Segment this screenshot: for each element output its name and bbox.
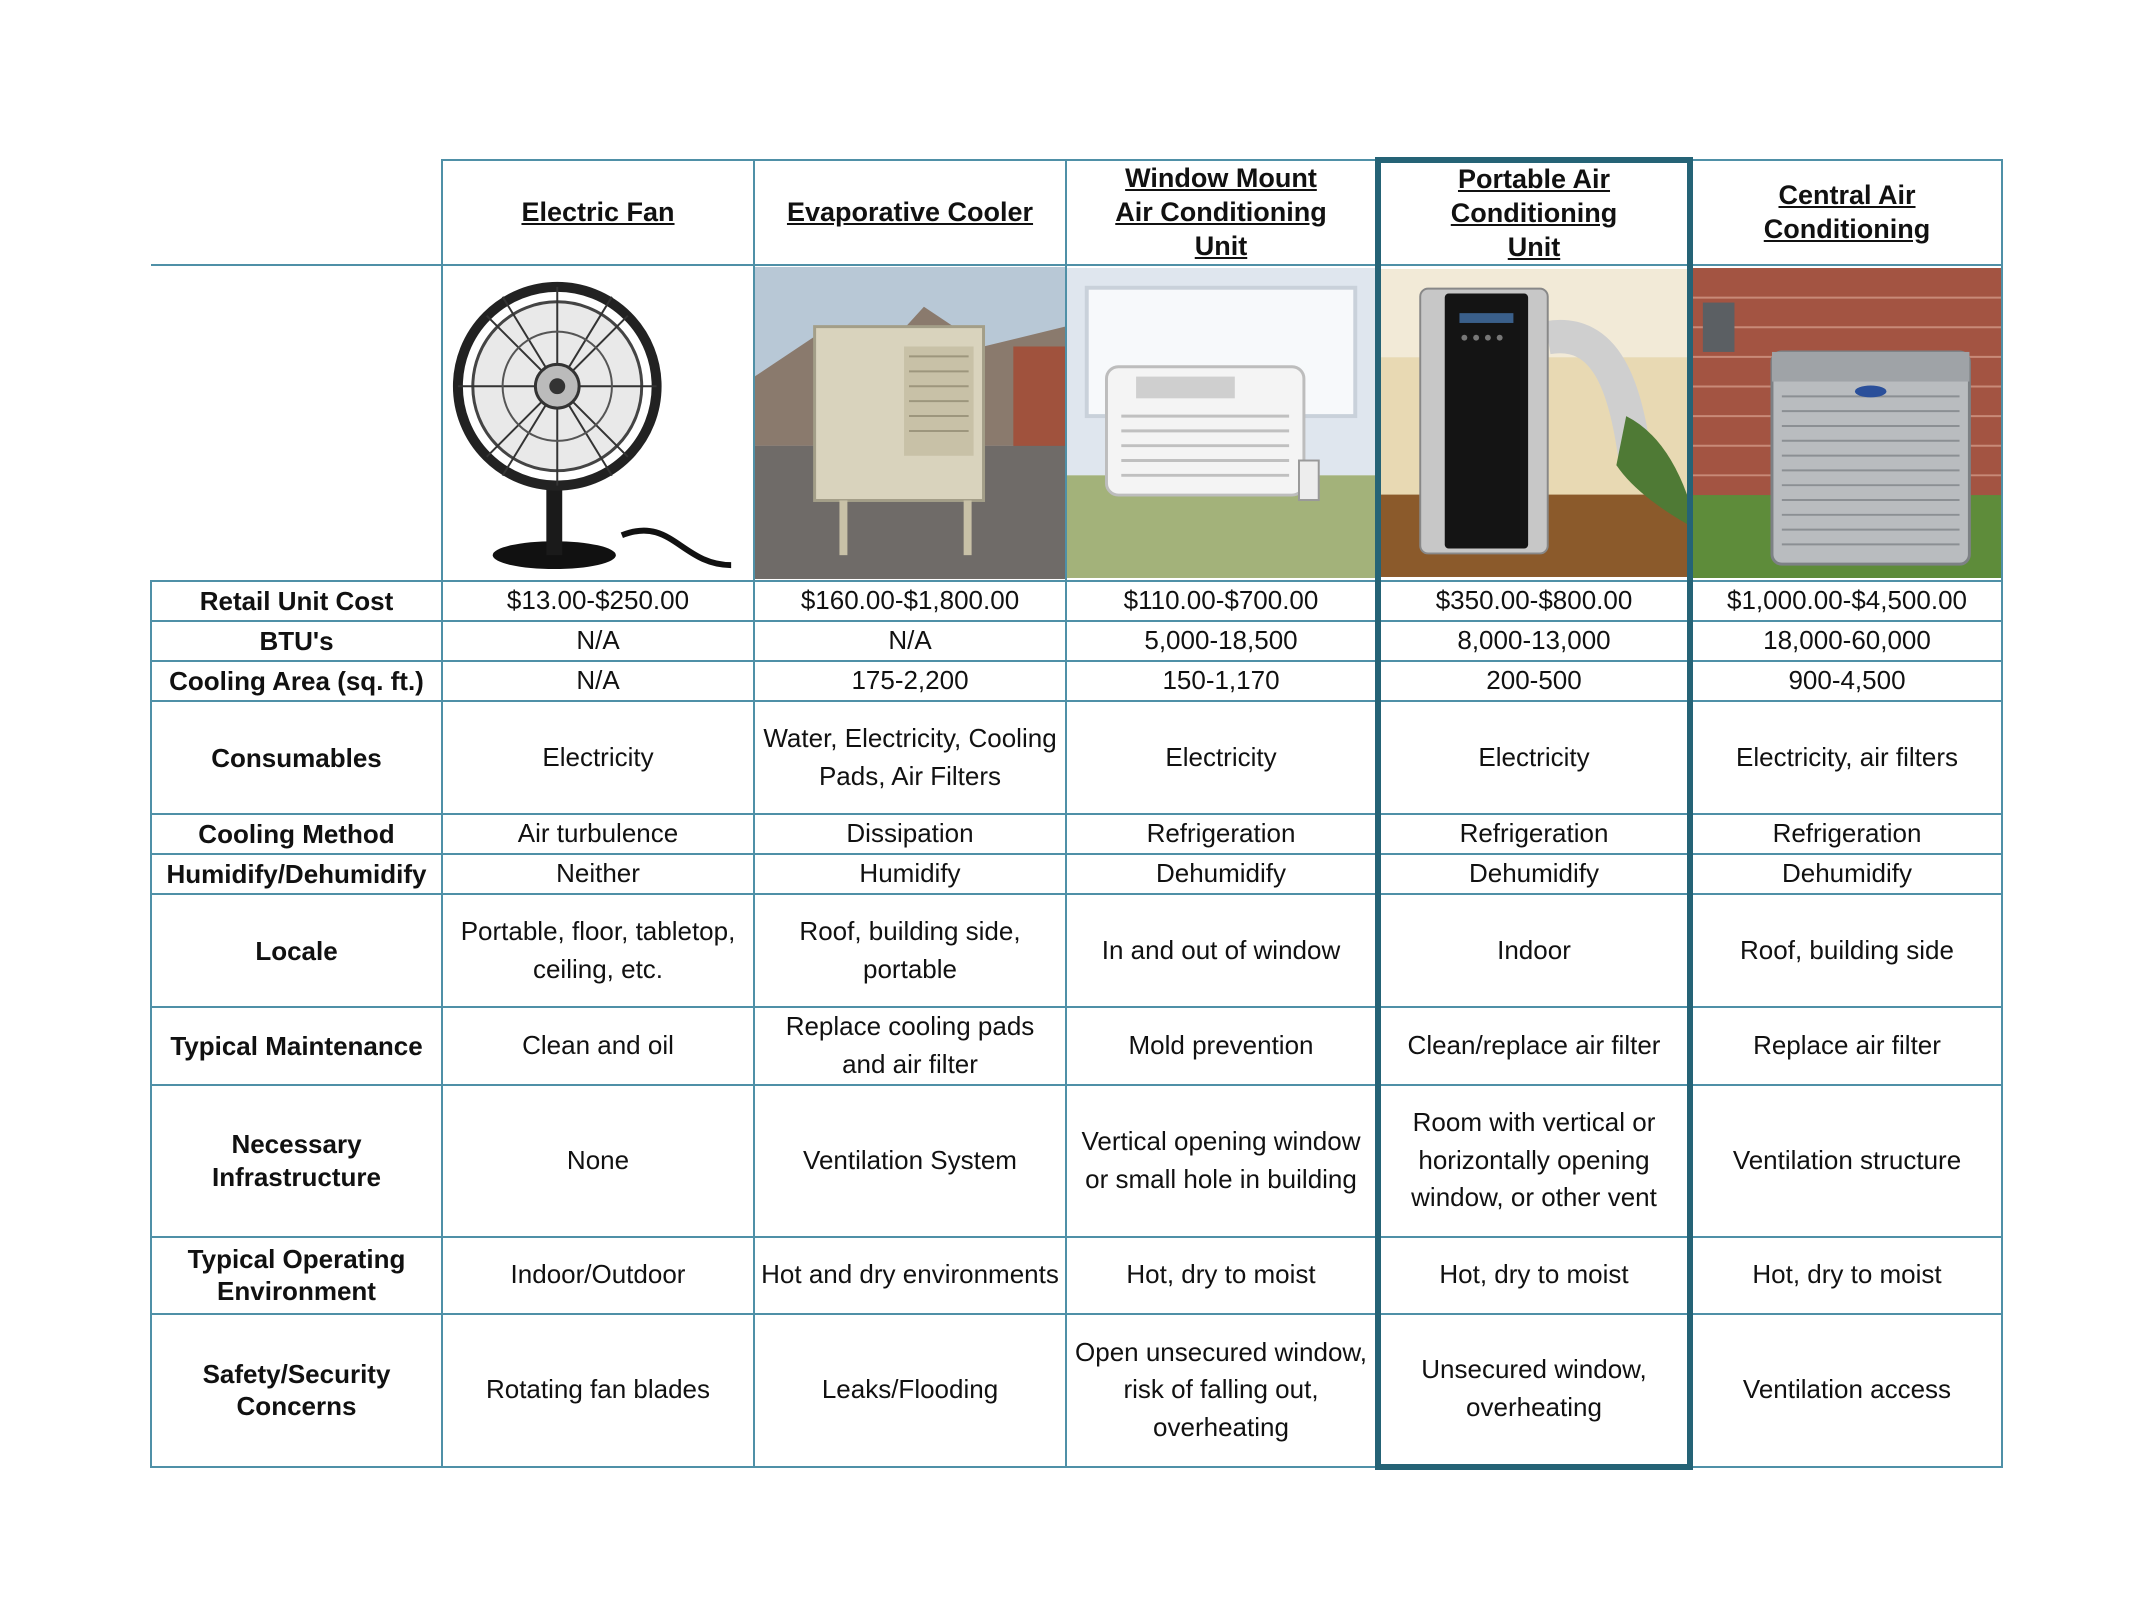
table-cell: Replace cooling pads and air filter [754,1007,1066,1084]
table-cell: 900-4,500 [1690,661,2002,701]
row-label: Consumables [151,701,442,814]
table-cell: Mold prevention [1066,1007,1378,1084]
window-ac-photo [1066,265,1378,581]
window-ac-icon [1067,266,1375,580]
table-cell: Electricity, air filters [1690,701,2002,814]
table-cell: 18,000-60,000 [1690,621,2002,661]
row-label: Retail Unit Cost [151,581,442,621]
electric-fan-icon [443,266,753,580]
table-cell: Clean/replace air filter [1378,1007,1690,1084]
table-cell: Hot and dry environments [754,1237,1066,1314]
table-cell: Neither [442,854,754,894]
table-cell: Replace air filter [1690,1007,2002,1084]
table-cell: Portable, floor, tabletop, ceiling, etc. [442,894,754,1007]
table-cell: None [442,1085,754,1237]
row-label: Typical Maintenance [151,1007,442,1084]
table-cell: Air turbulence [442,814,754,854]
row-label: Cooling Method [151,814,442,854]
table-cell: In and out of window [1066,894,1378,1007]
table-cell: 5,000-18,500 [1066,621,1378,661]
table-row [151,894,2002,1007]
table-cell: $110.00-$700.00 [1066,581,1378,621]
row-label: Humidify/Dehumidify [151,854,442,894]
table-cell: Electricity [442,701,754,814]
table-cell: Open unsecured window, risk of falling out, overheating [1066,1314,1378,1467]
table-row [151,661,2002,701]
table-row [151,621,2002,661]
row-label: Cooling Area (sq. ft.) [151,661,442,701]
table-cell: Room with vertical or horizontally opening window, or other vent [1378,1085,1690,1237]
table-cell: Dehumidify [1378,854,1690,894]
table-cell: Roof, building side, portable [754,894,1066,1007]
table-cell: Hot, dry to moist [1378,1237,1690,1314]
image-row-blank [151,265,442,581]
row-label: BTU's [151,621,442,661]
column-header-evaporative-cooler: Evaporative Cooler [754,160,1066,265]
central-ac-photo [1690,265,2002,581]
column-header-central-ac: Central Air Conditioning [1690,160,2002,265]
table-cell: 175-2,200 [754,661,1066,701]
table-cell: Humidify [754,854,1066,894]
table-cell: 200-500 [1378,661,1690,701]
table-cell: Ventilation System [754,1085,1066,1237]
table-row [151,581,2002,621]
row-label: Necessary Infrastructure [151,1085,442,1237]
row-label: Safety/Security Concerns [151,1314,442,1467]
table-cell: Refrigeration [1066,814,1378,854]
table-cell: N/A [442,661,754,701]
table-row [151,814,2002,854]
table-cell: Indoor [1378,894,1690,1007]
image-row [151,265,2002,581]
table-cell: N/A [442,621,754,661]
table-cell: Leaks/Flooding [754,1314,1066,1467]
table-cell: Dissipation [754,814,1066,854]
table-cell: Electricity [1378,701,1690,814]
table-cell: Roof, building side [1690,894,2002,1007]
table-cell: Refrigeration [1690,814,2002,854]
central-ac-icon [1693,266,2001,580]
table-cell: Rotating fan blades [442,1314,754,1467]
table-cell: Refrigeration [1378,814,1690,854]
table-cell: Vertical opening window or small hole in building [1066,1085,1378,1237]
evaporative-cooler-icon [755,266,1065,580]
table-cell: Clean and oil [442,1007,754,1084]
column-header-window-ac: Window Mount Air Conditioning Unit [1066,160,1378,265]
table-cell: Electricity [1066,701,1378,814]
table-cell: $350.00-$800.00 [1378,581,1690,621]
table-cell: Unsecured window, overheating [1378,1314,1690,1467]
table-cell: 8,000-13,000 [1378,621,1690,661]
table-cell: Ventilation access [1690,1314,2002,1467]
table-cell: Water, Electricity, Cooling Pads, Air Filters [754,701,1066,814]
row-label: Locale [151,894,442,1007]
corner-cell [151,160,442,265]
table-row [151,1085,2002,1237]
column-header-electric-fan: Electric Fan [442,160,754,265]
header-row [151,160,2002,265]
table-cell: Dehumidify [1690,854,2002,894]
table-cell: $13.00-$250.00 [442,581,754,621]
portable-ac-photo [1378,265,1690,581]
table-cell: N/A [754,621,1066,661]
table-cell: $160.00-$1,800.00 [754,581,1066,621]
evaporative-cooler-photo [754,265,1066,581]
comparison-table [150,157,2003,1470]
table-cell: Dehumidify [1066,854,1378,894]
table-row [151,854,2002,894]
row-label: Typical Operating Environment [151,1237,442,1314]
column-header-portable-ac: Portable Air Conditioning Unit [1378,160,1690,265]
table-row [151,1007,2002,1084]
table-cell: Hot, dry to moist [1690,1237,2002,1314]
table-row [151,1314,2002,1467]
table-row [151,1237,2002,1314]
electric-fan-photo [442,265,754,581]
table-cell: 150-1,170 [1066,661,1378,701]
table-cell: Ventilation structure [1690,1085,2002,1237]
table-cell: Indoor/Outdoor [442,1237,754,1314]
portable-ac-icon [1381,266,1687,580]
table-cell: Hot, dry to moist [1066,1237,1378,1314]
table-cell: $1,000.00-$4,500.00 [1690,581,2002,621]
table-row [151,701,2002,814]
